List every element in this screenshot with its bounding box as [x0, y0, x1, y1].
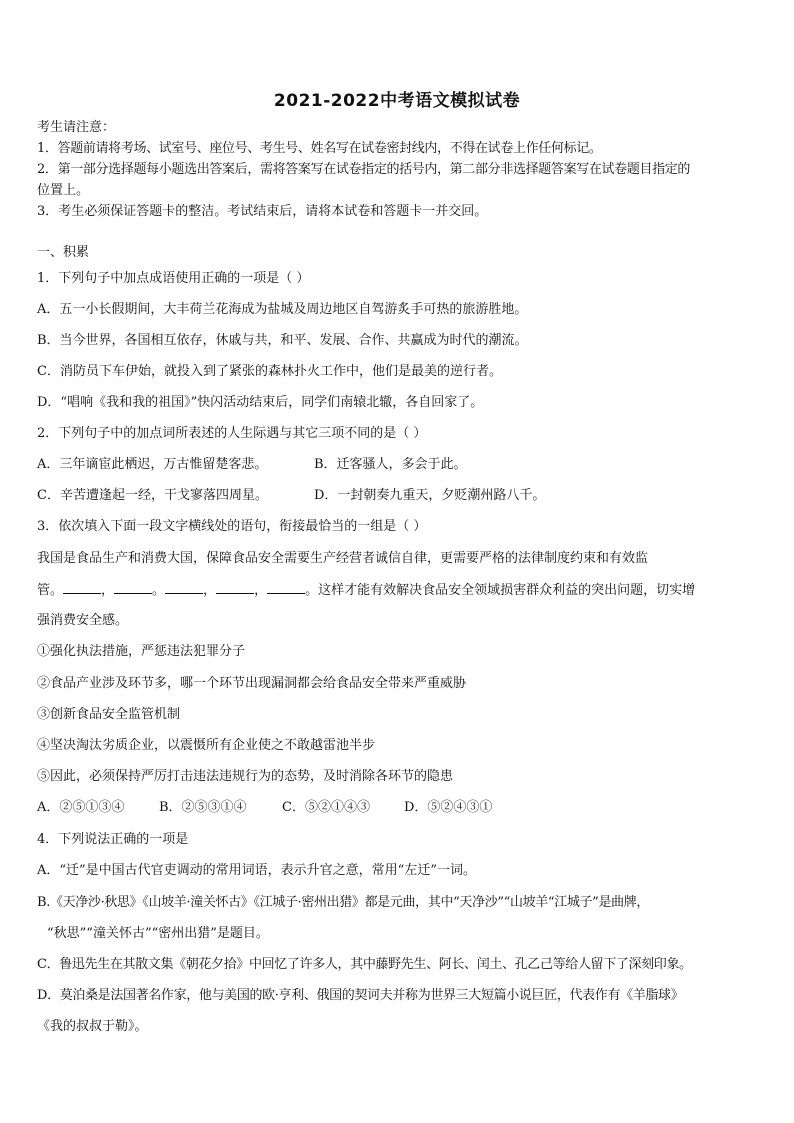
q3-option-b: B．②⑤③①④ [159, 800, 247, 815]
q1-option-c: C．消防员下车伊始，就投入到了紧张的森林扑火工作中，他们是最美的逆行者。 [37, 364, 502, 379]
q2-option-a: A．三年谪宦此栖迟，万古惟留楚客悲。 [37, 457, 268, 472]
notice-item-2: 2．第一部分选择题每小题选出答案后，需将答案写在试卷指定的括号内，第二部分非选择题答案写在试卷题目指定的 [37, 162, 691, 177]
q3-item-4: ④坚决淘汰劣质企业，以震慑所有企业使之不敢越雷池半步 [37, 738, 376, 753]
q1-option-a: A．五一小长假期间，大丰荷兰花海成为盐城及周边地区自驾游炙手可热的旅游胜地。 [37, 302, 528, 317]
q1-option-b: B．当今世界，各国相互依存，休戚与共，和平、发展、合作、共赢成为时代的潮流。 [37, 333, 528, 348]
q3-item-2: ②食品产业涉及环节多，哪一个环节出现漏洞都会给食品安全带来严重威胁 [37, 676, 467, 691]
q3-option-a: A．②⑤①③④ [37, 800, 125, 815]
notice-item-3: 3．考生必须保证答题卡的整洁。考试结束后，请将本试卷和答题卡一并交回。 [37, 204, 488, 219]
q3-sep-2: 。 [152, 583, 166, 598]
q2-options-cd [37, 487, 545, 505]
q2-option-c: C．辛苦遭逢起一经，干戈寥落四周星。 [37, 488, 268, 503]
q3-item-3: ③创新食品安全监管机制 [37, 707, 181, 722]
q4-option-a: A．“迁”是中国古代官吏调动的常用词语，表示升官之意，常用“左迁”一词。 [37, 863, 476, 878]
q2-stem: 2．下列句子中的加点词所表述的人生际遇与其它三项不同的是（ ） [37, 426, 427, 441]
q4-option-c: C．鲁迅先生在其散文集《朝花夕拾》中回忆了许多人，其中藤野先生、阿长、闰土、孔乙己等给人留下了深刻印象。 [37, 957, 692, 972]
q3-sep-3: ， [203, 583, 217, 598]
q2-options-ab [37, 456, 467, 474]
q3-options [37, 799, 492, 817]
q4-option-d: D．莫泊桑是法国著名作家，他与美国的欧·亨利、俄国的契诃夫并称为世界三大短篇小说巨匠，代表作有《羊脂球》 [37, 988, 684, 1003]
q3-sep-1: ， [101, 583, 115, 598]
q1-stem: 1．下列句子中加点成语使用正确的一项是（ ） [37, 271, 310, 286]
q2-option-b: B．迁客骚人，多会于此。 [314, 457, 467, 472]
notice-heading: 考生请注意： [37, 120, 116, 135]
q3-sep-4: ， [254, 583, 268, 598]
q3-passage-line-1: 我国是食品生产和消费大国，保障食品安全需要生产经营者诚信自律，更需要严格的法律制度约束和有效监 [37, 551, 649, 566]
q3-option-d: D．⑤②④③① [404, 800, 493, 815]
q4-option-d-cont: 《我的叔叔于勒》。 [37, 1019, 148, 1034]
section-heading: 一、积累 [37, 245, 90, 260]
q3-stem: 3．依次填入下面一段文字横线处的语句，衔接最恰当的一组是（ ） [37, 519, 427, 534]
q3-blank-2 [114, 581, 152, 594]
q3-blank-1 [63, 581, 101, 594]
q3-blank-5 [267, 581, 305, 594]
q3-item-1: ①强化执法措施，严惩违法犯罪分子 [37, 644, 246, 659]
q4-option-b-cont: “秋思”“潼关怀古”“密州出猎”是题目。 [47, 926, 269, 941]
q3-passage-end: 。这样才能有效解决食品安全领域损害群众利益的突出问题，切实增 [305, 583, 696, 598]
notice-item-2-cont: 位置上。 [37, 183, 90, 198]
q3-passage-line-2 [37, 581, 695, 600]
q2-option-d: D．一封朝奏九重天，夕贬潮州路八千。 [314, 488, 546, 503]
notice-item-1: 1．答题前请将考场、试室号、座位号、考生号、姓名写在试卷密封线内，不得在试卷上作任何标记。 [37, 141, 602, 156]
q4-option-b: B.《天净沙·秋思》《山坡羊·潼关怀古》《江城子·密州出猎》都是元曲，其中“天净沙”“山坡羊“江城子”是曲牌， [37, 895, 650, 910]
q3-option-c: C．⑤②①④③ [282, 800, 370, 815]
q3-passage-start: 管。 [37, 583, 64, 598]
q3-passage-line-3: 强消费安全感。 [37, 613, 129, 628]
q3-item-5: ⑤因此，必须保持严厉打击违法违规行为的态势，及时消除各环节的隐患 [37, 769, 454, 784]
q3-blank-4 [216, 581, 254, 594]
page-title: 2021-2022中考语文模拟试卷 [273, 91, 521, 111]
q1-option-d: D．“唱响《我和我的祖国》”快闪活动结束后，同学们南辕北辙，各自回家了。 [37, 395, 484, 410]
q3-blank-3 [165, 581, 203, 594]
q4-stem: 4．下列说法正确的一项是 [37, 832, 189, 847]
